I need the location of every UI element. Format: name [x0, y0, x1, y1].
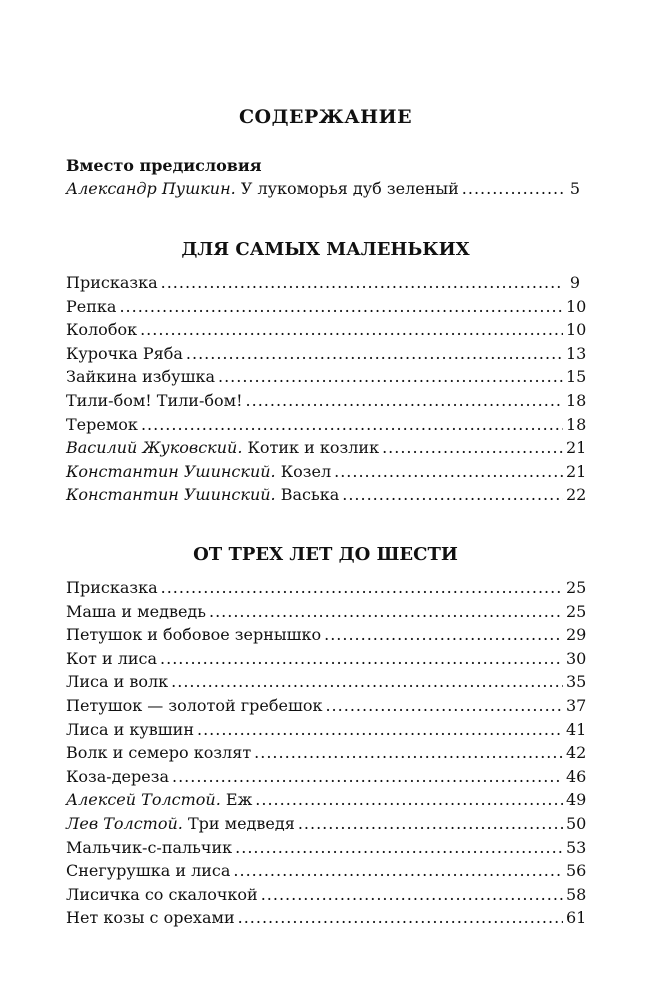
- toc-entry[interactable]: [66, 765, 587, 789]
- toc-leader-dots: [462, 177, 563, 201]
- toc-entry-page: 37: [566, 695, 587, 715]
- toc-entry-title: Котик и козлик: [247, 438, 380, 458]
- toc-entry[interactable]: [66, 483, 587, 507]
- toc-entry[interactable]: [66, 436, 587, 460]
- toc-entry[interactable]: [66, 670, 587, 694]
- toc-leader-dots: [298, 812, 563, 836]
- toc-entry-author: Константин Ушинский.: [66, 485, 276, 505]
- toc-entry-page: 41: [566, 719, 587, 739]
- toc-entry[interactable]: [66, 576, 587, 600]
- toc-entry-page: 9: [569, 273, 580, 292]
- toc-entry-title: Присказка: [66, 273, 158, 292]
- toc-entry-page: 35: [566, 672, 587, 692]
- toc-entry-title: Петушок — золотой гребешок: [66, 695, 323, 715]
- toc-entry[interactable]: [66, 906, 587, 930]
- toc-leader-dots: [140, 318, 563, 342]
- toc-entry-page: 21: [566, 438, 587, 458]
- toc-entry-title: Теремок: [66, 414, 138, 434]
- toc-entry[interactable]: [66, 694, 587, 718]
- toc-entry-page: 21: [566, 461, 587, 481]
- toc-entry-title: Лиса и волк: [66, 672, 169, 692]
- toc-leader-dots: [255, 788, 563, 812]
- toc-entry[interactable]: [66, 812, 587, 836]
- toc-leader-dots: [141, 413, 563, 437]
- toc-leader-dots: [218, 365, 563, 389]
- toc-entry-title: Репка: [66, 296, 117, 316]
- toc-entry-page: 18: [566, 390, 587, 410]
- toc-entry-page: 5: [569, 179, 580, 198]
- toc-entry[interactable]: [66, 859, 587, 883]
- toc-entry-title: Три медведя: [187, 813, 295, 833]
- toc-entry[interactable]: [66, 788, 587, 812]
- toc-entry[interactable]: [66, 318, 587, 342]
- toc-leader-dots: [160, 647, 563, 671]
- toc-entry-page: 29: [566, 625, 587, 645]
- toc-entry-author: Константин Ушинский.: [66, 461, 276, 481]
- toc-entry[interactable]: [66, 271, 580, 295]
- toc-leader-dots: [233, 859, 563, 883]
- toc-entry-title: У лукоморья дуб зеленый: [240, 179, 459, 198]
- toc-entry[interactable]: [66, 718, 587, 742]
- toc-entry-page: 22: [566, 485, 587, 505]
- toc-entry-title: Нет козы с орехами: [66, 908, 235, 928]
- toc-entry-title: Тили-бом! Тили-бом!: [66, 390, 243, 410]
- toc-entry-title: Лиса и кувшин: [66, 719, 194, 739]
- toc-entry[interactable]: [66, 413, 587, 437]
- toc-leader-dots: [254, 741, 563, 765]
- toc-entry-title: Волк и семеро козлят: [66, 743, 252, 763]
- toc-entry-page: 42: [566, 743, 587, 763]
- toc-leader-dots: [334, 460, 563, 484]
- toc-leader-dots: [119, 295, 563, 319]
- preface-list: [66, 177, 580, 201]
- toc-entry-page: 53: [566, 837, 587, 857]
- toc-entry-page: 25: [566, 578, 587, 597]
- toc-entry-page: 46: [566, 766, 587, 786]
- toc-leader-dots: [238, 906, 563, 930]
- toc-entry-author: Лев Толстой.: [66, 813, 183, 833]
- toc-entry-title: Кот и лиса: [66, 648, 158, 668]
- toc-entry-title: Еж: [225, 790, 253, 810]
- toc-entry[interactable]: [66, 389, 587, 413]
- toc-leader-dots: [171, 670, 563, 694]
- toc-entry[interactable]: [66, 295, 587, 319]
- toc-entry-page: 25: [566, 601, 587, 621]
- toc-entry-page: 10: [566, 320, 587, 340]
- preface-heading: Вместо предисловия: [66, 156, 262, 175]
- toc-entry-author: Василий Жуковский.: [66, 438, 243, 458]
- toc-leader-dots: [261, 883, 563, 907]
- section-heading: ДЛЯ САМЫХ МАЛЕНЬКИХ: [181, 239, 470, 260]
- toc-entry[interactable]: [66, 177, 580, 201]
- toc-entry-page: 18: [566, 414, 587, 434]
- toc-entry[interactable]: [66, 460, 587, 484]
- toc-entry-title: Курочка Ряба: [66, 343, 183, 363]
- toc-entry[interactable]: [66, 365, 587, 389]
- toc-entry-author: Александр Пушкин.: [66, 179, 236, 198]
- toc-leader-dots: [325, 694, 563, 718]
- toc-entry-title: Козел: [280, 461, 332, 481]
- toc-entry-title: Коза-дереза: [66, 766, 169, 786]
- toc-entry-page: 61: [566, 908, 587, 928]
- section-list: [66, 271, 587, 507]
- toc-leader-dots: [235, 836, 563, 860]
- toc-entry-page: 56: [566, 861, 587, 881]
- toc-leader-dots: [342, 483, 563, 507]
- toc-entry-page: 49: [566, 790, 587, 810]
- toc-entry-title: Колобок: [66, 320, 138, 340]
- toc-leader-dots: [172, 765, 563, 789]
- toc-entry[interactable]: [66, 647, 587, 671]
- toc-entry-page: 50: [566, 813, 587, 833]
- toc-entry-page: 13: [566, 343, 587, 363]
- toc-entry[interactable]: [66, 883, 587, 907]
- toc-leader-dots: [161, 576, 563, 600]
- toc-entry[interactable]: [66, 836, 587, 860]
- toc-entry-title: Присказка: [66, 578, 158, 597]
- toc-leader-dots: [209, 600, 563, 624]
- toc-entry-title: Петушок и бобовое зернышко: [66, 625, 322, 645]
- toc-entry-title: Снегурушка и лиса: [66, 861, 231, 881]
- toc-entry[interactable]: [66, 741, 587, 765]
- page-title: СОДЕРЖАНИЕ: [238, 106, 413, 128]
- toc-entry[interactable]: [66, 342, 587, 366]
- toc-leader-dots: [161, 271, 563, 295]
- toc-entry-title: Маша и медведь: [66, 601, 206, 621]
- toc-entry[interactable]: [66, 623, 587, 647]
- toc-leader-dots: [197, 718, 563, 742]
- toc-entry-title: Васька: [280, 485, 340, 505]
- toc-entry-page: 30: [566, 648, 587, 668]
- toc-entry-author: Алексей Толстой.: [66, 790, 221, 810]
- toc-leader-dots: [246, 389, 563, 413]
- section-heading: ОТ ТРЕХ ЛЕТ ДО ШЕСТИ: [193, 544, 458, 565]
- toc-entry-title: Лисичка со скалочкой: [66, 884, 258, 904]
- toc-leader-dots: [186, 342, 563, 366]
- toc-leader-dots: [382, 436, 563, 460]
- toc-entry-page: 58: [566, 884, 587, 904]
- toc-entry-title: Мальчик-с-пальчик: [66, 837, 233, 857]
- toc-entry-page: 15: [566, 367, 587, 387]
- toc-entry-title: Зайкина избушка: [66, 367, 215, 387]
- section-list: [66, 576, 587, 930]
- toc-entry-page: 10: [566, 296, 587, 316]
- toc-leader-dots: [324, 623, 563, 647]
- toc-entry[interactable]: [66, 600, 587, 624]
